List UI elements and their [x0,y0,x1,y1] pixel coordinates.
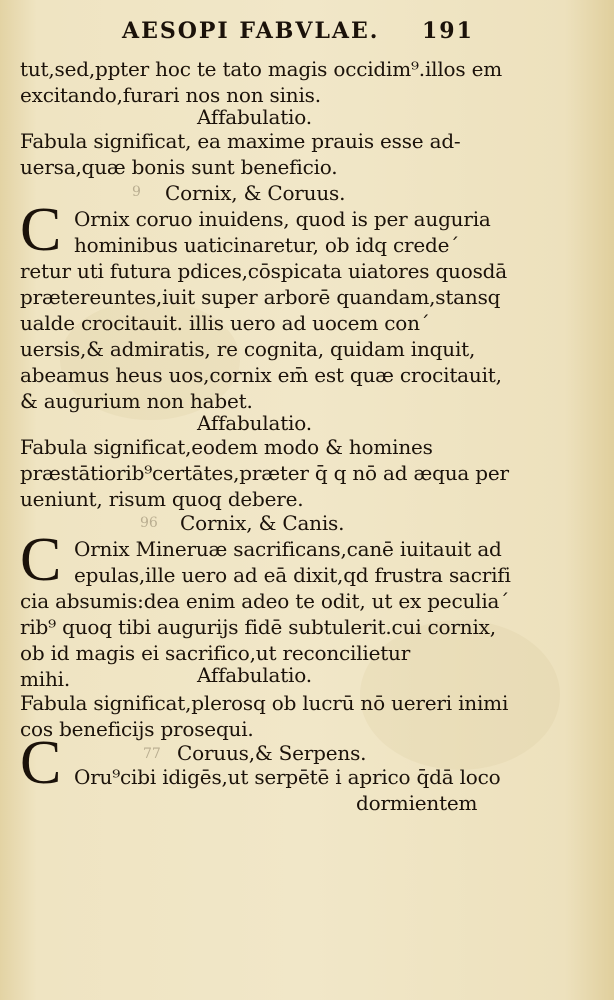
text-line: cia absumis:dea enim adeo te odit, ut ex peculiaˊ [20,589,510,613]
moral-line: ueniunt, risum quoq debere. [20,487,304,511]
fable-title: Cornix, & Canis. [180,511,345,535]
moral-heading: Affabulatio. [197,411,312,435]
drop-initial: C [20,526,62,594]
text-line: retur uti futura pdices,cōspicata uiatores quosdā [20,259,507,283]
text-line: hominibus uaticinaretur, ob idq credeˊ [74,233,460,257]
text-line: uersis,& admiratis, re cognita, quidam inquit, [20,337,476,361]
text-line: abeamus heus uos,cornix em̄ est quæ crocitauit, [20,363,502,387]
text-line: excitando,furari nos non sinis. [20,83,321,107]
drop-initial: C [20,729,62,797]
moral-heading: Affabulatio. [197,105,312,129]
moral-line: Fabula significat, ea maxime prauis esse ad- [20,129,461,153]
catchword: dormientem [356,791,478,815]
text-line: ob id magis ei sacrifico,ut reconcilietur [20,641,411,665]
margin-number: 9 [132,184,141,200]
text-line: tut,sed,ppter hoc te tato magis occidim⁹.illos em [20,57,503,81]
text-line: rib⁹ quoq tibi augurijs fidē subtulerit.cui cornix, [20,615,496,639]
folio-number: 191 [422,18,474,44]
text-line: prætereuntes,iuit super arborē quandam,stansq [20,285,501,309]
moral-heading: Affabulatio. [197,663,312,687]
text-line: epulas,ille uero ad eā dixit,qd frustra sacrifi [74,563,511,587]
moral-line: Fabula significat,plerosq ob lucrū nō uereri inimi [20,691,509,715]
text-line: Oru⁹cibi idigēs,ut serpētē i aprico q̄dā loco [74,765,501,789]
moral-line: cos beneficijs prosequi. [20,717,254,741]
text-line: Ornix Mineruæ sacrificans,canē iuitauit ad [74,537,502,561]
moral-line: præstātiorib⁹certātes,præter q̄ q nō ad æqua per [20,461,509,485]
margin-number: 77 [143,746,161,762]
running-title: AESOPI FABVLAE. [122,18,380,44]
drop-initial: C [20,196,62,264]
fable-title: Cornix, & Coruus. [165,181,346,205]
fable-title: Coruus,& Serpens. [177,741,367,765]
margin-number: 96 [140,515,158,531]
moral-line: Fabula significat,eodem modo & homines [20,435,433,459]
text-line: & augurium non habet. [20,389,253,413]
text-line: Ornix coruo inuidens, quod is per auguria [74,207,491,231]
text-line: ualde crocitauit. illis uero ad uocem conˊ [20,311,430,335]
text-line: mihi. [20,667,70,691]
moral-line: uersa,quæ bonis sunt beneficio. [20,155,338,179]
